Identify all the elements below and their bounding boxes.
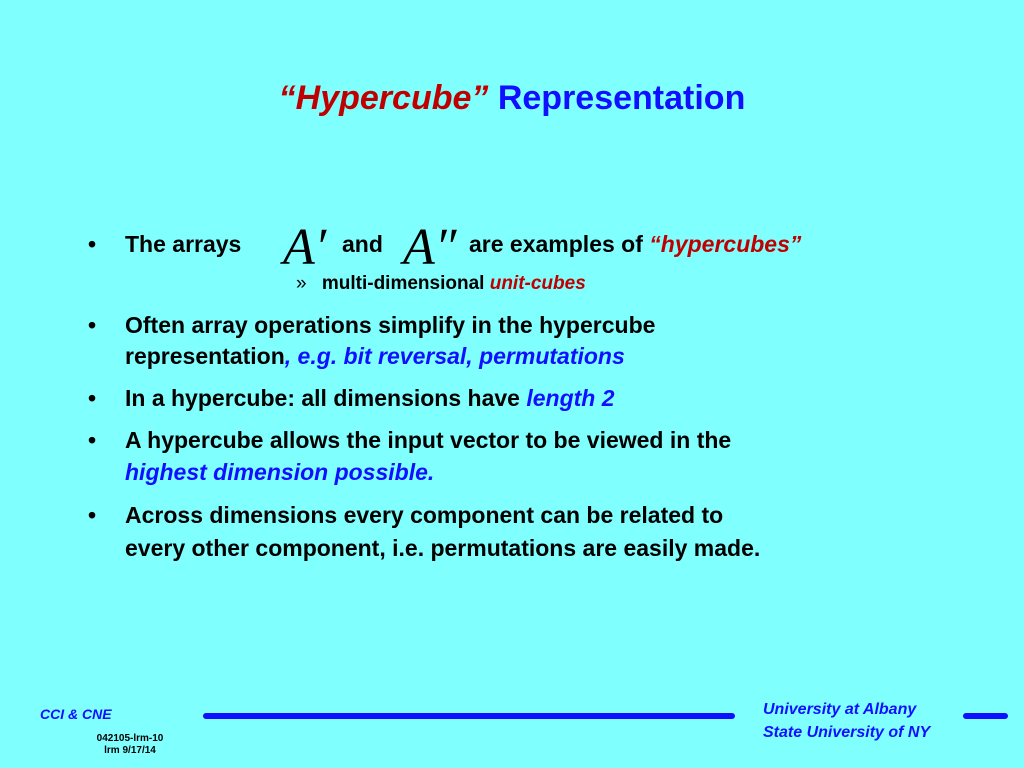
footer-university-line-2: State University of NY	[763, 724, 931, 741]
bullet-1-text-and: and	[342, 231, 383, 257]
sub-bullet-1	[296, 271, 586, 297]
sub-bullet-highlight: unit-cubes	[489, 273, 586, 294]
bullet-3-highlight: length 2	[526, 385, 615, 411]
bullet-4-line-2: highest dimension possible.	[125, 459, 435, 485]
bullet-5-line-1: Across dimensions every component can be related to	[125, 502, 724, 528]
title-hypercube: “Hypercube”	[278, 79, 489, 117]
title-representation: Representation	[497, 79, 746, 117]
math-a-prime: A′	[283, 219, 327, 276]
footer-org: CCI & CNE	[40, 706, 112, 722]
bullet-2-highlight: , e.g. bit reversal, permutations	[284, 343, 625, 369]
footer-rule-right	[963, 713, 1008, 719]
bullet-marker: •	[88, 312, 97, 338]
bullet-2-line-1: Often array operations simplify in the hypercube	[125, 312, 656, 338]
footer-university-line-1: University at Albany	[763, 701, 917, 718]
bullet-1-text-b	[469, 229, 801, 259]
bullet-1-quote-open: “	[649, 231, 661, 257]
slide-title	[0, 76, 1024, 120]
bullet-2-representation: representation	[125, 343, 285, 369]
bullet-marker: •	[88, 385, 97, 411]
bullet-marker: •	[88, 427, 97, 453]
bullet-1-are-examples: are examples of	[469, 231, 643, 257]
sub-bullet-marker: »	[296, 273, 307, 294]
bullet-1-text-a: The arrays	[125, 231, 242, 257]
footer-code: 042105-lrm-10	[96, 733, 164, 744]
footer-rule-left	[203, 713, 735, 719]
sub-bullet-text: multi-dimensional	[321, 273, 485, 294]
footer-date: lrm 9/17/14	[104, 745, 156, 756]
bullet-5-line-2: every other component, i.e. permutations are easily made.	[125, 535, 761, 561]
bullet-marker: •	[88, 231, 97, 257]
bullet-2-line-2	[125, 341, 625, 371]
bullet-3-main: In a hypercube: all dimensions have	[125, 385, 520, 411]
bullet-1-highlight: hypercubes	[660, 231, 790, 257]
bullet-1-quote-close: ”	[789, 231, 802, 257]
bullet-3-text	[125, 383, 615, 413]
bullet-marker: •	[88, 502, 97, 528]
math-a-double-prime: A″	[403, 219, 457, 276]
bullet-4-line-1: A hypercube allows the input vector to be viewed in the	[125, 427, 732, 453]
